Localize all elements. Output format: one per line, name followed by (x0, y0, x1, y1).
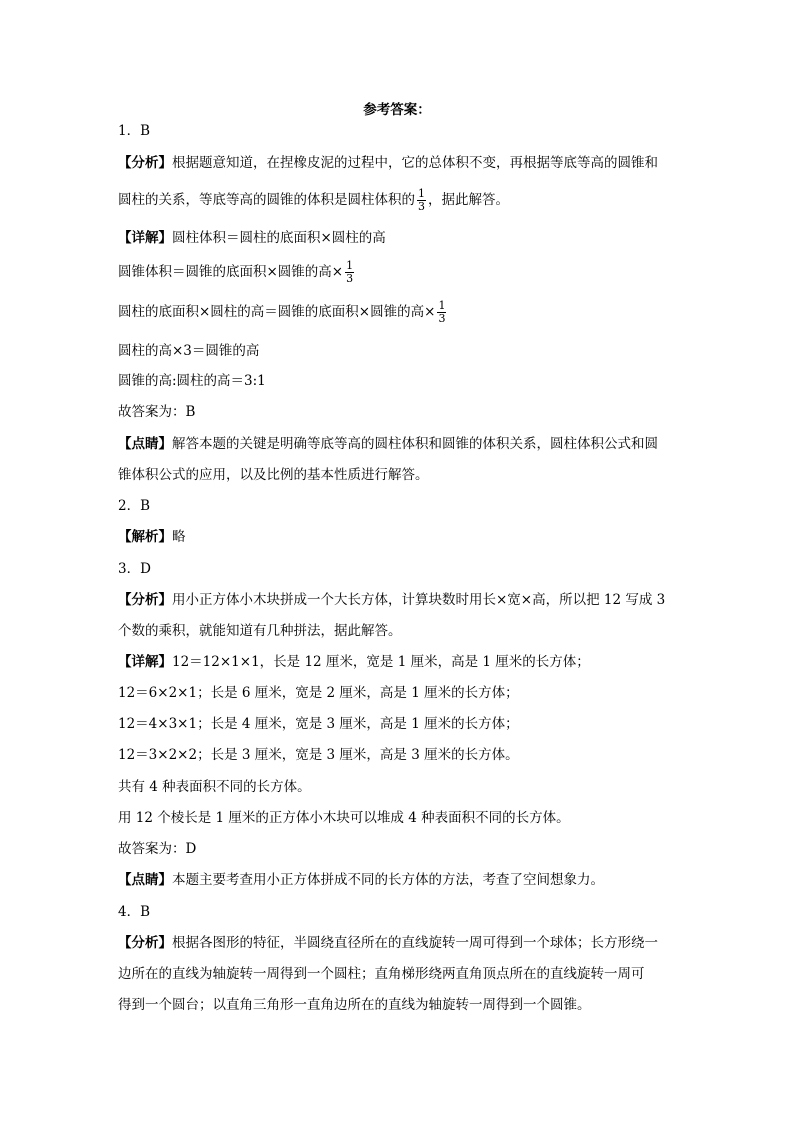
q4-analysis-line-3: 得到一个圆台；以直角三角形一直角边所在的直线为轴旋转一周得到一个圆锥。 (118, 997, 591, 1013)
q1-analysis-text-2b: ，据此解答。 (428, 192, 509, 208)
analysis-tag: 【分析】 (118, 155, 172, 171)
fraction-denominator: 3 (418, 200, 425, 213)
q3-analysis-line-1 (118, 590, 684, 610)
fraction-one-third (345, 260, 354, 285)
fraction-numerator: 1 (438, 299, 446, 312)
q3-detail-line-5: 共有 4 种表面积不同的长方体。 (118, 779, 311, 795)
q1-detail-text-3: 圆柱的底面积×圆柱的高＝圆锥的底面积×圆锥的高× (118, 304, 436, 320)
q1-detail-text-2: 圆锥体积＝圆锥的底面积×圆锥的高× (118, 264, 344, 280)
q1-analysis-text-2a: 圆柱的关系，等底等高的圆锥的体积是圆柱体积的 (118, 192, 415, 208)
comment-tag: 【点睛】 (118, 436, 172, 452)
q3-detail-line-1 (118, 652, 684, 672)
q1-detail-line-4: 圆柱的高×3＝圆锥的高 (118, 343, 260, 359)
q4-analysis-text-1: 根据各图形的特征，半圆绕直径所在的直线旋转一周可得到一个球体；长方形绕一 (172, 935, 658, 951)
q1-comment-line-1 (118, 434, 684, 454)
q4-number: 4．B (118, 904, 151, 920)
q4-analysis-line-2: 边所在的直线为轴旋转一周得到一个圆柱；直角梯形绕两直角顶点所在的直线旋转一周可 (118, 966, 645, 982)
q3-detail-text-1: 12＝12×1×1，长是 12 厘米，宽是 1 厘米，高是 1 厘米的长方体； (172, 654, 590, 670)
fraction-one-third (437, 300, 446, 325)
detail-tag: 【详解】 (118, 230, 172, 246)
analysis-tag: 【分析】 (118, 592, 172, 608)
q1-detail-line-3 (118, 298, 684, 326)
fraction-numerator: 1 (418, 187, 425, 200)
q1-detail-line-5: 圆锥的高:圆柱的高＝3:1 (118, 373, 266, 389)
page-title: 参考答案： (363, 102, 431, 118)
fraction-denominator: 3 (438, 312, 446, 325)
analysis-tag: 【解析】 (118, 529, 172, 545)
analysis-tag: 【分析】 (118, 935, 172, 951)
q3-analysis-line-2: 个数的乘积，就能知道有几种拼法，据此解答。 (118, 623, 402, 639)
q3-detail-line-6: 用 12 个棱长是 1 厘米的正方体小木块可以堆成 4 种表面积不同的长方体。 (118, 810, 570, 826)
q1-detail-text-1: 圆柱体积＝圆柱的底面积×圆柱的高 (172, 230, 386, 246)
q3-answer: 故答案为：D (118, 841, 197, 857)
q3-comment-line (118, 870, 684, 890)
q3-detail-line-2: 12＝6×2×1；长是 6 厘米，宽是 2 厘米，高是 1 厘米的长方体； (118, 685, 519, 701)
comment-tag: 【点睛】 (118, 872, 172, 888)
fraction-one-third (417, 188, 426, 213)
q1-detail-line-1 (118, 228, 684, 248)
q1-comment-line-2: 锥体积公式的应用，以及比例的基本性质进行解答。 (118, 467, 429, 483)
fraction-numerator: 1 (346, 259, 354, 272)
q1-analysis-line-2 (118, 186, 684, 214)
q1-detail-line-2 (118, 258, 684, 286)
q1-answer: 故答案为：B (118, 404, 196, 420)
fraction-denominator: 3 (346, 272, 354, 285)
q3-detail-line-3: 12＝4×3×1；长是 4 厘米，宽是 3 厘米，高是 1 厘米的长方体； (118, 716, 519, 732)
q1-analysis-text-1: 根据题意知道，在捏橡皮泥的过程中，它的总体积不变，再根据等底等高的圆锥和 (172, 155, 658, 171)
q3-number: 3．D (118, 561, 151, 577)
q2-analysis-text: 略 (172, 529, 186, 545)
q3-detail-line-4: 12＝3×2×2；长是 3 厘米，宽是 3 厘米，高是 3 厘米的长方体。 (118, 747, 519, 763)
q3-comment-text: 本题主要考查用小正方体拼成不同的长方体的方法，考查了空间想象力。 (172, 872, 604, 888)
q2-number: 2．B (118, 498, 151, 514)
q1-number: 1．B (118, 123, 151, 139)
q1-comment-text-1: 解答本题的关键是明确等底等高的圆柱体积和圆锥的体积关系，圆柱体积公式和圆 (172, 436, 658, 452)
q1-analysis-line-1 (118, 153, 684, 173)
q2-analysis-line (118, 527, 684, 547)
q4-analysis-line-1 (118, 933, 684, 953)
q3-analysis-text-1: 用小正方体小木块拼成一个大长方体，计算块数时用长×宽×高，所以把 12 写成 3 (172, 592, 666, 608)
detail-tag: 【详解】 (118, 654, 172, 670)
